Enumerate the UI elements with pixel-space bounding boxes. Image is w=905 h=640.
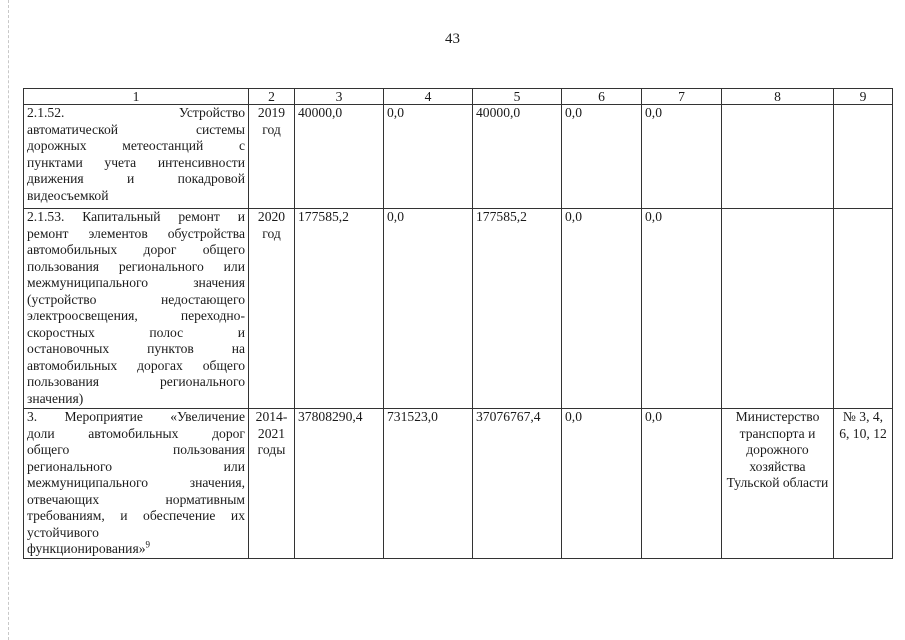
desc-line: 3. Мероприятие «Увеличение <box>27 409 245 424</box>
desc-line: требованиям, и обеспечение их <box>27 508 245 523</box>
footnote-marker: 9 <box>145 539 151 550</box>
table-row <box>24 209 893 409</box>
desc-line: пользования регионального или <box>27 258 245 274</box>
table-row <box>24 409 893 559</box>
header-cell: 6 <box>562 89 642 105</box>
desc-line: межмуниципального значения <box>27 275 245 290</box>
cell-federal: 0,0 <box>384 105 473 209</box>
desc-line: пользования регионального <box>27 374 245 389</box>
header-cell: 7 <box>642 89 722 105</box>
cell-executor <box>722 105 834 209</box>
desc-line: скоростных полос и <box>27 324 245 340</box>
row-description <box>24 209 249 409</box>
desc-line: автомобильных дорог общего <box>27 242 245 257</box>
row-description <box>24 409 249 559</box>
desc-line: доли автомобильных дорог <box>27 425 245 441</box>
cell-indicators: № 3, 4, 6, 10, 12 <box>834 409 893 559</box>
desc-line: отвечающих нормативным <box>27 491 245 507</box>
cell-other: 0,0 <box>642 105 722 209</box>
header-cell: 4 <box>384 89 473 105</box>
desc-line: межмуниципального значения, <box>27 475 245 490</box>
desc-line: автомобильных дорогах общего <box>27 357 245 373</box>
margin-line <box>8 0 9 640</box>
cell-local: 0,0 <box>562 409 642 559</box>
desc-line: ремонт элементов обустройства <box>27 225 245 241</box>
header-cell: 2 <box>249 89 295 105</box>
cell-other: 0,0 <box>642 409 722 559</box>
cell-regional: 177585,2 <box>473 209 562 409</box>
desc-line: движения и покадровой <box>27 171 245 186</box>
cell-total: 177585,2 <box>295 209 384 409</box>
cell-indicators <box>834 105 893 209</box>
desc-line: остановочных пунктов на <box>27 341 245 356</box>
row-year: 2020 год <box>249 209 295 409</box>
row-description <box>24 105 249 209</box>
desc-line: устойчивого <box>27 524 99 540</box>
cell-other: 0,0 <box>642 209 722 409</box>
header-cell: 3 <box>295 89 384 105</box>
cell-regional: 40000,0 <box>473 105 562 209</box>
desc-line: значения) <box>27 390 84 406</box>
desc-line: регионального или <box>27 458 245 474</box>
desc-line <box>27 541 245 558</box>
table-header-row <box>24 89 893 105</box>
cell-total: 37808290,4 <box>295 409 384 559</box>
cell-local: 0,0 <box>562 209 642 409</box>
desc-line: (устройство недостающего <box>27 291 245 307</box>
desc-line: 2.1.53. Капитальный ремонт и <box>27 209 245 224</box>
desc-line: автоматической системы <box>27 121 245 137</box>
cell-executor <box>722 209 834 409</box>
desc-line: дорожных метеостанций с <box>27 138 245 153</box>
cell-total: 40000,0 <box>295 105 384 209</box>
page-number: 43 <box>445 31 460 47</box>
header-cell: 1 <box>24 89 249 105</box>
desc-line: видеосъемкой <box>27 187 109 203</box>
desc-last-text: функционирования» <box>27 541 146 556</box>
cell-federal: 0,0 <box>384 209 473 409</box>
row-year: 2019 год <box>249 105 295 209</box>
cell-executor: Министерство транспорта и дорожного хозяйства Тульской области <box>722 409 834 559</box>
cell-regional: 37076767,4 <box>473 409 562 559</box>
desc-line: пунктами учета интенсивности <box>27 154 245 170</box>
cell-indicators <box>834 209 893 409</box>
desc-line: 2.1.52. Устройство <box>27 105 245 120</box>
header-cell: 5 <box>473 89 562 105</box>
desc-line: электроосвещения, переходно- <box>27 308 245 323</box>
table-row <box>24 105 893 209</box>
budget-table <box>23 88 893 559</box>
header-cell: 9 <box>834 89 893 105</box>
row-year: 2014-2021 годы <box>249 409 295 559</box>
cell-local: 0,0 <box>562 105 642 209</box>
header-cell: 8 <box>722 89 834 105</box>
desc-line: общего пользования <box>27 442 245 457</box>
cell-federal: 731523,0 <box>384 409 473 559</box>
